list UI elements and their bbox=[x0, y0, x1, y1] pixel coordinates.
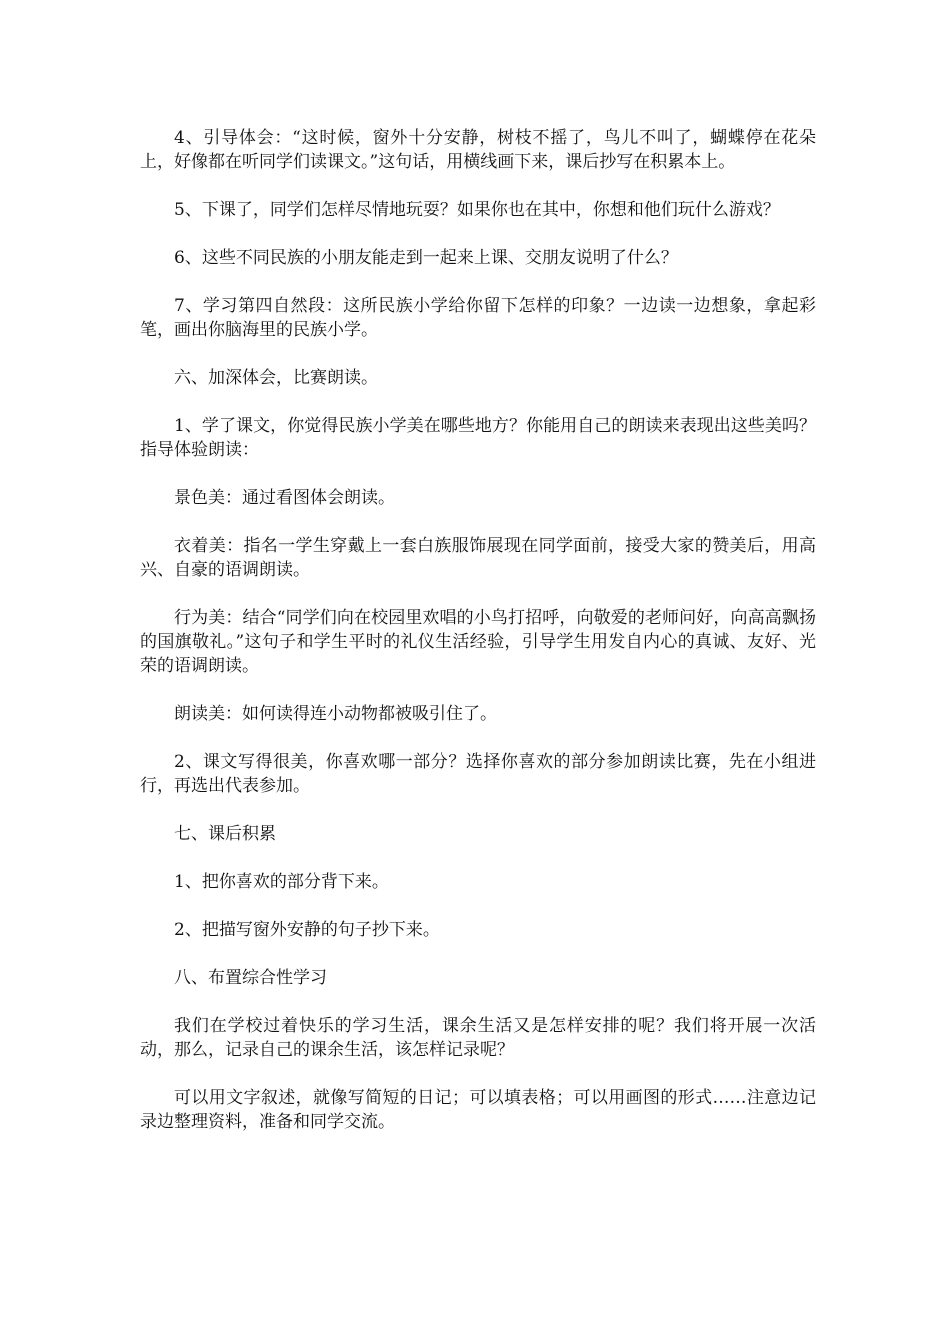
paragraph-step-6: 6、这些不同民族的小朋友能走到一起来上课、交朋友说明了什么？ bbox=[174, 248, 678, 268]
paragraph-reading-1: 1、学了课文，你觉得民族小学美在哪些地方？你能用自己的朗读来表现出这些美吗？指导体验朗读： bbox=[140, 416, 816, 460]
paragraph-reading-2: 2、课文写得很美，你喜欢哪一部分？选择你喜欢的部分参加朗读比赛，先在小组进行，再选出代表参加。 bbox=[140, 752, 816, 796]
paragraph-reading-beauty: 朗读美：如何读得连小动物都被吸引住了。 bbox=[174, 704, 497, 724]
section-heading-6: 六、加深体会，比赛朗读。 bbox=[174, 368, 378, 388]
paragraph-activity: 我们在学校过着快乐的学习生活，课余生活又是怎样安排的呢？我们将开展一次活动，那么，记录自己的课余生活，该怎样记录呢？ bbox=[140, 1016, 816, 1060]
paragraph-copy: 2、把描写窗外安静的句子抄下来。 bbox=[174, 920, 440, 940]
document-body bbox=[140, 126, 816, 1158]
paragraph-recording: 可以用文字叙述，就像写简短的日记；可以填表格；可以用画图的形式……注意边记录边整理资料，准备和同学交流。 bbox=[140, 1088, 816, 1132]
paragraph-step-7: 7、学习第四自然段：这所民族小学给你留下怎样的印象？一边读一边想象，拿起彩笔，画出你脑海里的民族小学。 bbox=[140, 296, 816, 340]
section-heading-7: 七、课后积累 bbox=[174, 824, 276, 844]
section-heading-8: 八、布置综合性学习 bbox=[174, 968, 327, 988]
paragraph-clothing: 衣着美：指名一学生穿戴上一套白族服饰展现在同学面前，接受大家的赞美后，用高兴、自豪的语调朗读。 bbox=[140, 536, 816, 580]
paragraph-behavior: 行为美：结合“同学们向在校园里欢唱的小鸟打招呼，向敬爱的老师问好，向高高飘扬的国旗敬礼。”这句子和学生平时的礼仪生活经验，引导学生用发自内心的真诚、友好、光荣的语调朗读。 bbox=[140, 608, 816, 676]
paragraph-memorize: 1、把你喜欢的部分背下来。 bbox=[174, 872, 389, 892]
paragraph-step-4: 4、引导体会：“这时候，窗外十分安静，树枝不摇了，鸟儿不叫了，蝴蝶停在花朵上，好像都在听同学们读课文。”这句话，用横线画下来，课后抄写在积累本上。 bbox=[140, 128, 816, 172]
paragraph-scenery: 景色美：通过看图体会朗读。 bbox=[174, 488, 395, 508]
paragraph-step-5: 5、下课了，同学们怎样尽情地玩耍？如果你也在其中，你想和他们玩什么游戏？ bbox=[174, 200, 780, 220]
